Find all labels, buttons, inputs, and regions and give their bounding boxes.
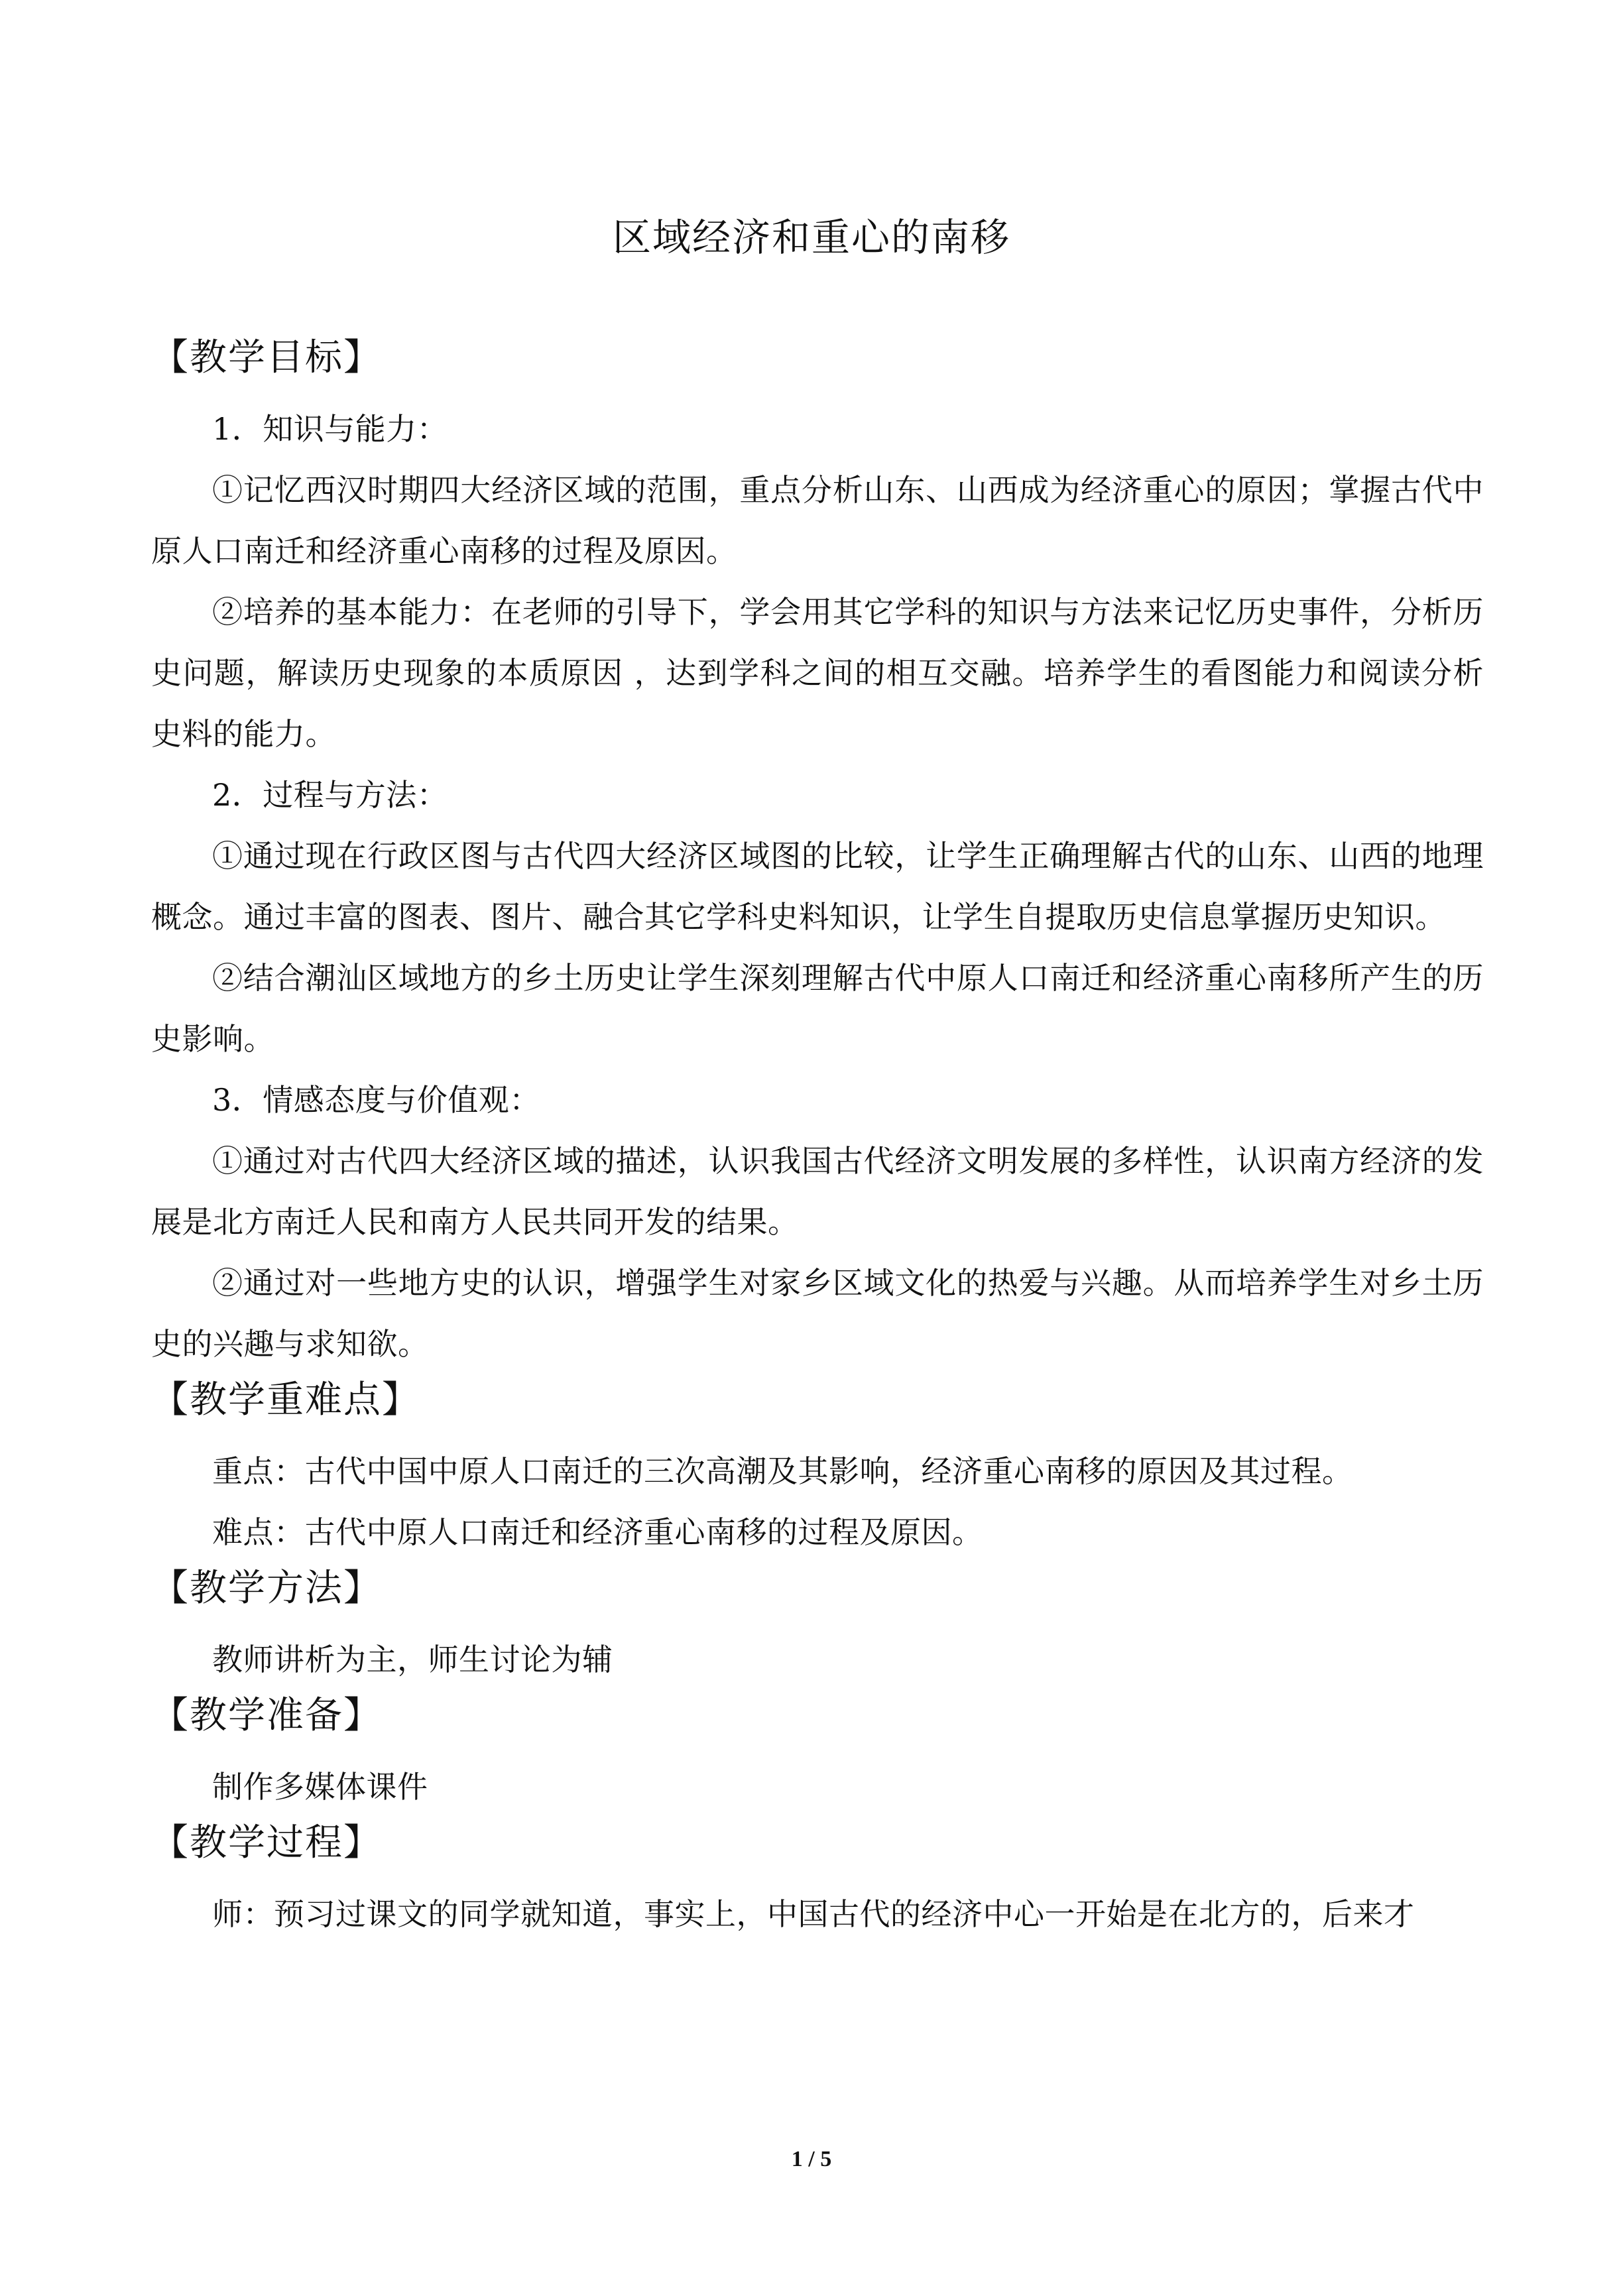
- key-point-paragraph: 重点：古代中国中原人口南迁的三次高潮及其影响，经济重心南移的原因及其过程。: [212, 1453, 1353, 1489]
- process-paragraph: 师：预习过课文的同学就知道，事实上，中国古代的经济中心一开始是在北方的，后来才: [212, 1896, 1415, 1932]
- objective-2-paragraph-2: ②结合潮汕区域地方的乡土历史让学生深刻理解古代中原人口南迁和经济重心南移所产生的历史影响。: [151, 960, 1484, 1057]
- objective-2-label: 2．过程与方法：: [212, 777, 448, 813]
- objective-3-label: 3．情感态度与价值观：: [212, 1082, 540, 1118]
- section-heading-objectives: 【教学目标】: [151, 336, 382, 379]
- objective-1-paragraph-1: ①记忆西汉时期四大经济区域的范围，重点分析山东、山西成为经济重心的原因；掌握古代中原人口南迁和经济重心南移的过程及原因。: [151, 472, 1484, 569]
- difficult-point-paragraph: 难点：古代中原人口南迁和经济重心南移的过程及原因。: [212, 1514, 983, 1550]
- objective-1-paragraph-2: ②培养的基本能力：在老师的引导下，学会用其它学科的知识与方法来记忆历史事件，分析历史问题，解读历史现象的本质原因 ，达到学科之间的相互交融。培养学生的看图能力和阅读分析史料的能力。: [151, 594, 1484, 752]
- section-heading-preparation: 【教学准备】: [151, 1694, 382, 1737]
- document-body: [151, 335, 1484, 1945]
- objective-2-paragraph-1: ①通过现在行政区图与古代四大经济区域图的比较，让学生正确理解古代的山东、山西的地理概念。通过丰富的图表、图片、融合其它学科史料知识，让学生自提取历史信息掌握历史知识。: [151, 838, 1484, 935]
- objective-3-paragraph-2: ②通过对一些地方史的认识，增强学生对家乡区域文化的热爱与兴趣。从而培养学生对乡土历史的兴趣与求知欲。: [151, 1265, 1484, 1362]
- section-heading-process: 【教学过程】: [151, 1821, 382, 1864]
- page-number: 1 / 5: [791, 2147, 832, 2171]
- objective-1-label: 1．知识与能力：: [212, 411, 448, 447]
- preparation-paragraph: 制作多媒体课件: [212, 1769, 428, 1805]
- objective-3-paragraph-1: ①通过对古代四大经济区域的描述，认识我国古代经济文明发展的多样性，认识南方经济的发展是北方南迁人民和南方人民共同开发的结果。: [151, 1143, 1484, 1240]
- methods-paragraph: 教师讲析为主，师生讨论为辅: [212, 1642, 613, 1677]
- section-heading-methods: 【教学方法】: [151, 1567, 382, 1610]
- section-heading-key-points: 【教学重难点】: [151, 1378, 420, 1421]
- document-title: 区域经济和重心的南移: [612, 215, 1010, 260]
